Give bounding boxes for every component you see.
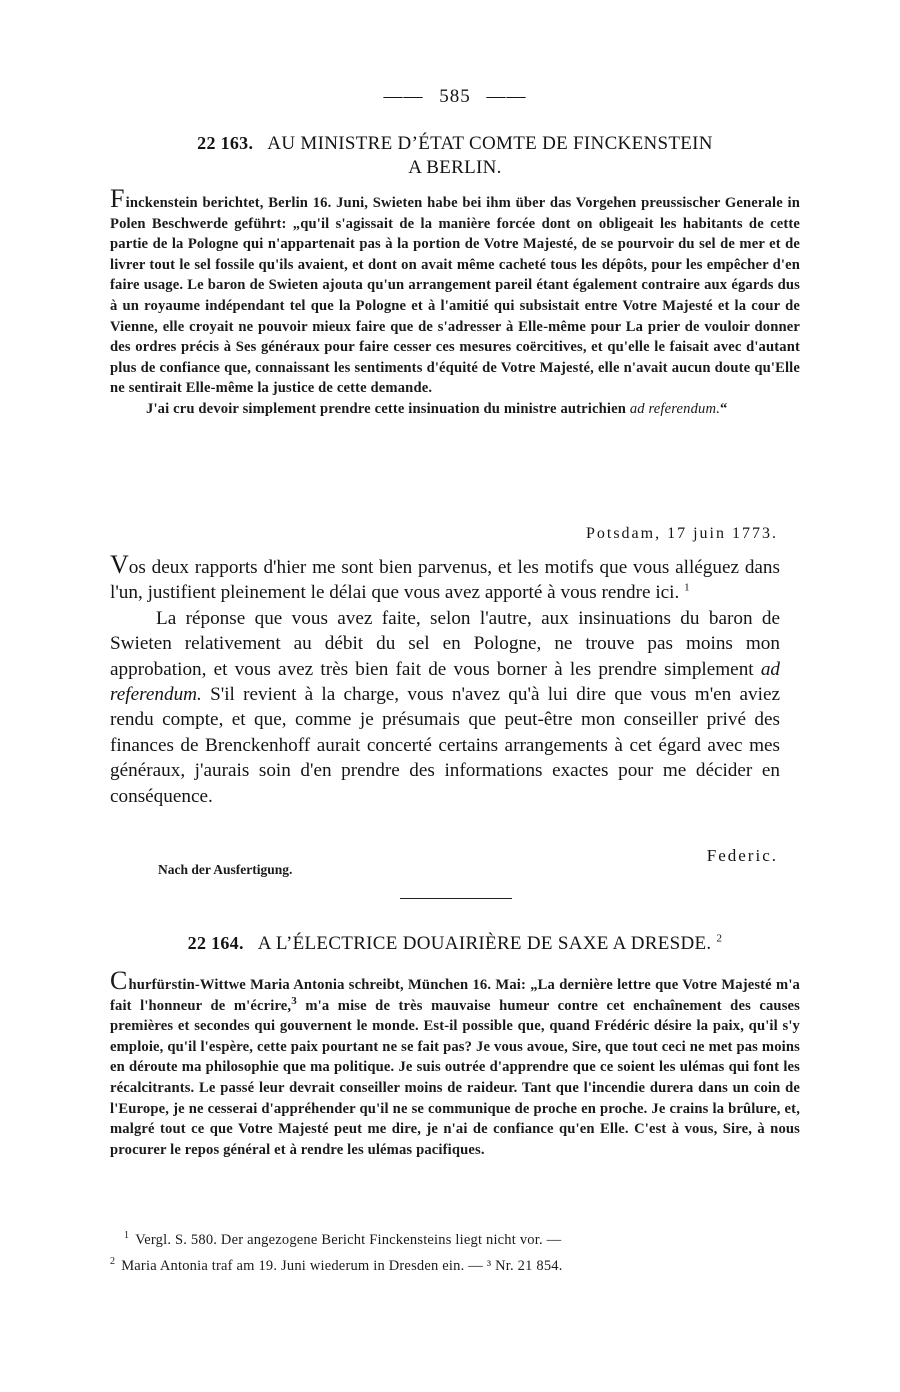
footnote-1 xyxy=(110,1225,800,1251)
doc2-summary-text-a: hurfürstin-Wittwe Maria Antonia schreibt, München 16. Mai: „La dernière lettre que Votre Majesté m'a fait l'honneur de m'écrire, xyxy=(110,977,800,1014)
folio-dash-right: —— xyxy=(486,86,527,107)
letter-text-2a: La réponse que vous avez faite, selon l'autre, aux insinuations du baron de Swieten relativement au débit du sel en Pologne, ne trouve pas moins mon approbation, et vous avez très bien fait de vous borner à les prendre simplement xyxy=(110,607,780,680)
dateline: Potsdam, 17 juin 1773. xyxy=(585,525,778,542)
signature: Federic. xyxy=(706,846,778,865)
footnote-2-text: Maria Antonia traf am 19. Juni wiederum in Dresden ein. — ³ Nr. 21 854. xyxy=(121,1257,563,1274)
footnote-1-mark: 1 xyxy=(124,1230,130,1241)
doc1-title-line2: A BERLIN. xyxy=(408,157,502,178)
letter-paragraph-1 xyxy=(110,552,780,606)
footnotes xyxy=(110,1225,800,1277)
source-note: Nach der Ausfertigung. xyxy=(158,862,293,877)
doc1-title-line1: AU MINISTRE D’ÉTAT COMTE DE FINCKENSTEIN xyxy=(267,133,713,154)
letter-text-2b: S'il revient à la charge, vous n'avez qu'à lui dire que vous m'en aviez rendu compte, et que, comme je présumais que peut-être mon conseiller privé des finances de Brenckenhoff aurait concerté certains arrangements à cet égard avec mes généraux, j'aurais soin d'en prendre des informations exactes pour me décider en conséquence. xyxy=(110,684,780,807)
doc1-letter xyxy=(110,552,780,809)
folio-dash-left: —— xyxy=(383,86,424,107)
doc1-number: 22 163. xyxy=(197,133,254,153)
footnote-ref-1: 1 xyxy=(684,582,690,595)
footnote-1-text: Vergl. S. 580. Der angezogene Bericht Finckensteins liegt nicht vor. — xyxy=(135,1231,562,1248)
footnote-2-mark: 2 xyxy=(110,1255,116,1267)
doc2-heading xyxy=(110,931,800,956)
doc2-summary-paragraph xyxy=(110,968,800,1160)
letter-text-1: os deux rapports d'hier me sont bien parvenus, et les motifs que vous alléguez dans l'un, justifient pleinement le délai que vous avez apporté à vous rendre ici. xyxy=(110,557,780,604)
letter-initial: V xyxy=(110,550,129,579)
doc1-summary-paragraph xyxy=(110,186,800,399)
footnote-ref-3: 3 xyxy=(291,994,297,1007)
doc2-title: A L’ÉLECTRICE DOUAIRIÈRE DE SAXE A DRESDE. xyxy=(257,933,712,954)
doc1-summary-italic: ad referendum. xyxy=(629,400,720,417)
doc1-summary-paragraph-2 xyxy=(110,399,800,420)
doc2-summary-text-b: m'a mise de très mauvaise humeur contre cet enchaînement des causes premières et secondes qui gouvernent le monde. Est-il possible que, quand Frédéric désire la paix, qu'il s'y emploie, qu'il l'espère, cette paix pourtant ne se fait pas? Je vous avoue, Sire, que tout ceci ne met pas moins en déroute ma philosophie que ma politique. Je suis outrée d'apprendre que ce soient les ulémas qui font les récalcitrants. Le passé leur devrait conseiller moins de raideur. Tant que l'incendie durera dans un coin de l'Europe, je ne cesserai d'appréhender qu'il ne se communique de proche en proche. Je crains la brûlure, et, malgré tout ce que Votre Majesté peut me dire, je n'ai de confiance qu'en Elle. C'est à vous, Sire, à nous procurer le repos général et à rendre les ulémas pacifiques. xyxy=(110,997,800,1158)
letter-paragraph-2 xyxy=(110,606,780,809)
doc2-summary xyxy=(110,968,800,1160)
doc1-summary xyxy=(110,186,800,420)
doc2-number: 22 164. xyxy=(187,933,244,953)
page-number: 585 xyxy=(439,86,471,107)
page xyxy=(110,0,800,1392)
doc1-heading xyxy=(110,131,800,180)
letter-italic: ad referendum. xyxy=(110,658,780,706)
doc1-summary-quote-close: “ xyxy=(720,400,728,417)
doc2-summary-initial: C xyxy=(110,966,128,995)
doc1-summary-text: inckenstein berichtet, Berlin 16. Juni, Swieten habe bei ihm über das Vorgehen preussischer Generale in Polen Beschwerde geführt: „qu'il s'agissait de la manière forcée dont on obligeait les habitants de cette partie de la Pologne qui n'appartenait pas à la portion de Votre Majesté, de se pourvoir du sel de mer et de livrer tout le sel fossile qu'ils avaient, et dont on avait même cacheté tous les dépôts, pour les empêcher d'en faire usage. Le baron de Swieten ajouta qu'un arrangement pareil étant également contraire aux égards dus à un royaume indépendant tel que la Pologne et à l'amitié qui subsistait entre Votre Majesté et la cour de Vienne, elle croyait ne pouvoir mieux faire que de s'adresser à Elle-même pour La prier de vouloir donner des ordres précis à Ses généraux pour faire cesser ces mesures coërcitives, et qu'elle le faisait avec d'autant plus de confiance que, connaissant les sentiments d'équité de Votre Majesté, elle n'avait aucun doute qu'Elle ne sentirait Elle-même la justice de cette demande. xyxy=(110,195,800,397)
doc1-summary-initial: F xyxy=(110,184,125,213)
footnote-ref-2: 2 xyxy=(716,932,723,945)
doc1-summary-text-2: J'ai cru devoir simplement prendre cette insinuation du ministre autrichien xyxy=(146,400,630,417)
footnote-2 xyxy=(110,1251,800,1277)
page-header xyxy=(110,86,800,108)
section-divider xyxy=(400,898,512,899)
